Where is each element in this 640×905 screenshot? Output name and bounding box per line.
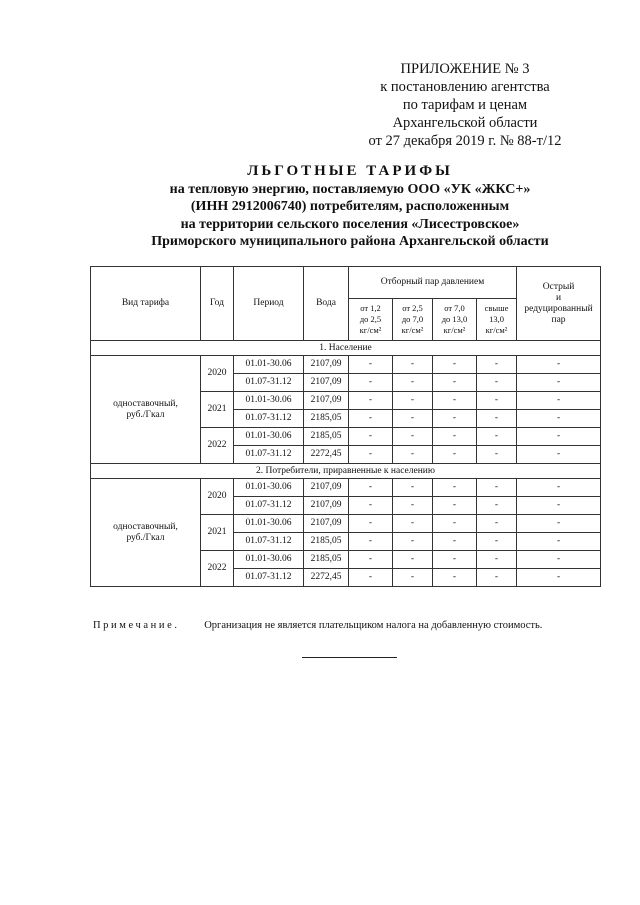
steam-cell: -	[349, 392, 393, 410]
header-steam-4-line: кг/см²	[485, 325, 508, 335]
header-sharp-steam	[517, 267, 601, 341]
signature-line	[302, 657, 397, 658]
steam-cell: -	[349, 356, 393, 374]
header-steam-1	[349, 299, 393, 341]
header-steam-2-line: до 7,0	[401, 314, 424, 324]
steam-cell: -	[393, 479, 433, 497]
steam-cell: -	[433, 410, 477, 428]
sharp-steam-cell: -	[517, 533, 601, 551]
sharp-steam-cell: -	[517, 569, 601, 587]
water-cell: 2107,09	[304, 497, 349, 515]
steam-cell: -	[477, 356, 517, 374]
header-sharp-line: пар	[551, 314, 566, 325]
tariff-type-cell	[91, 479, 201, 587]
period-cell: 01.07-31.12	[234, 497, 304, 515]
table-row	[91, 356, 601, 374]
steam-cell: -	[393, 497, 433, 515]
note-label: Примечание.	[93, 620, 180, 631]
header-steam-3-line: от 7,0	[444, 303, 465, 313]
steam-cell: -	[433, 446, 477, 464]
tariff-type-line: одноставочный,	[113, 398, 178, 409]
tariff-type-line: одноставочный,	[113, 521, 178, 532]
title-line: на территории сельского поселения «Лисестровское»	[180, 216, 520, 232]
period-cell: 01.01-30.06	[234, 356, 304, 374]
period-cell: 01.01-30.06	[234, 428, 304, 446]
note-text: Организация не является плательщиком налога на добавленную стоимость.	[204, 620, 543, 631]
table-body	[91, 341, 601, 587]
appendix-line: Архангельской области	[392, 115, 538, 131]
tariff-table	[90, 266, 601, 587]
sharp-steam-cell: -	[517, 497, 601, 515]
header-steam-2-line: кг/см²	[401, 325, 424, 335]
period-cell: 01.07-31.12	[234, 569, 304, 587]
header-steam-1-line: от 1,2	[360, 303, 381, 313]
section-title: 1. Население	[91, 341, 601, 356]
sharp-steam-cell: -	[517, 479, 601, 497]
title-line: на тепловую энергию, поставляемую ООО «УК «ЖКС+»	[169, 181, 531, 197]
tariff-type-line: руб./Гкал	[126, 409, 165, 420]
steam-cell: -	[393, 410, 433, 428]
header-steam-4-line: свыше	[484, 303, 509, 313]
steam-cell: -	[433, 479, 477, 497]
header-steam-4-line: 13,0	[489, 314, 504, 324]
steam-cell: -	[393, 533, 433, 551]
title-line: (ИНН 2912006740) потребителям, расположенным	[190, 199, 510, 214]
steam-cell: -	[349, 551, 393, 569]
section-row	[91, 341, 601, 356]
steam-cell: -	[393, 392, 433, 410]
steam-cell: -	[349, 410, 393, 428]
period-cell: 01.01-30.06	[234, 515, 304, 533]
appendix-line: по тарифам и ценам	[402, 97, 528, 113]
sharp-steam-cell: -	[517, 446, 601, 464]
water-cell: 2272,45	[304, 446, 349, 464]
water-cell: 2185,05	[304, 428, 349, 446]
header-steam: Отборный пар давлением	[349, 267, 517, 299]
steam-cell: -	[349, 515, 393, 533]
steam-cell: -	[433, 374, 477, 392]
steam-cell: -	[393, 374, 433, 392]
water-cell: 2107,09	[304, 479, 349, 497]
water-cell: 2107,09	[304, 515, 349, 533]
steam-cell: -	[433, 392, 477, 410]
steam-cell: -	[433, 515, 477, 533]
header-sharp-line: и	[555, 292, 562, 303]
steam-cell: -	[477, 497, 517, 515]
header-steam-1-line: кг/см²	[359, 325, 382, 335]
steam-cell: -	[433, 551, 477, 569]
period-cell: 01.07-31.12	[234, 533, 304, 551]
steam-cell: -	[477, 533, 517, 551]
steam-cell: -	[477, 392, 517, 410]
water-cell: 2107,09	[304, 392, 349, 410]
steam-cell: -	[349, 428, 393, 446]
year-cell: 2022	[201, 551, 234, 587]
year-cell: 2021	[201, 515, 234, 551]
period-cell: 01.01-30.06	[234, 392, 304, 410]
steam-cell: -	[477, 374, 517, 392]
period-cell: 01.01-30.06	[234, 551, 304, 569]
steam-cell: -	[433, 497, 477, 515]
appendix-line: к постановлению агентства	[380, 79, 550, 95]
steam-cell: -	[393, 569, 433, 587]
section-row	[91, 464, 601, 479]
steam-cell: -	[477, 569, 517, 587]
steam-cell: -	[477, 515, 517, 533]
header-steam-3-line: до 13,0	[441, 314, 468, 324]
period-cell: 01.07-31.12	[234, 446, 304, 464]
tariff-type-cell	[91, 356, 201, 464]
header-tariff-type: Вид тарифа	[91, 267, 201, 341]
water-cell: 2107,09	[304, 356, 349, 374]
header-steam-3	[433, 299, 477, 341]
table-row	[91, 479, 601, 497]
appendix-line: от 27 декабря 2019 г. № 88-т/12	[368, 133, 562, 149]
steam-cell: -	[477, 551, 517, 569]
sharp-steam-cell: -	[517, 410, 601, 428]
section-title: 2. Потребители, приравненные к населению	[91, 464, 601, 479]
header-steam-1-line: до 2,5	[359, 314, 382, 324]
steam-cell: -	[393, 515, 433, 533]
steam-cell: -	[349, 446, 393, 464]
sharp-steam-cell: -	[517, 356, 601, 374]
sharp-steam-cell: -	[517, 515, 601, 533]
steam-cell: -	[393, 446, 433, 464]
header-steam-3-line: кг/см²	[443, 325, 466, 335]
tariff-type-line: руб./Гкал	[126, 532, 165, 543]
steam-cell: -	[477, 446, 517, 464]
header-period: Период	[234, 267, 304, 341]
document-title	[60, 163, 640, 251]
steam-cell: -	[393, 428, 433, 446]
steam-cell: -	[349, 479, 393, 497]
header-year: Год	[201, 267, 234, 341]
sharp-steam-cell: -	[517, 428, 601, 446]
steam-cell: -	[349, 569, 393, 587]
steam-cell: -	[433, 428, 477, 446]
title-main: ЛЬГОТНЫЕ ТАРИФЫ	[247, 163, 453, 179]
sharp-steam-cell: -	[517, 374, 601, 392]
sharp-steam-cell: -	[517, 392, 601, 410]
appendix-line: ПРИЛОЖЕНИЕ № 3	[400, 61, 530, 77]
year-cell: 2021	[201, 392, 234, 428]
appendix-block	[345, 60, 585, 150]
water-cell: 2185,05	[304, 410, 349, 428]
steam-cell: -	[477, 410, 517, 428]
header-sharp-line: Острый	[542, 281, 575, 292]
water-cell: 2185,05	[304, 551, 349, 569]
steam-cell: -	[477, 428, 517, 446]
year-cell: 2020	[201, 356, 234, 392]
steam-cell: -	[433, 533, 477, 551]
title-line: Приморского муниципального района Архангельской области	[151, 234, 549, 249]
year-cell: 2022	[201, 428, 234, 464]
steam-cell: -	[433, 356, 477, 374]
header-sharp-line: редуцированный	[524, 303, 593, 314]
steam-cell: -	[433, 569, 477, 587]
period-cell: 01.07-31.12	[234, 410, 304, 428]
steam-cell: -	[349, 533, 393, 551]
header-steam-4	[477, 299, 517, 341]
header-steam-2-line: от 2,5	[402, 303, 423, 313]
steam-cell: -	[393, 551, 433, 569]
water-cell: 2272,45	[304, 569, 349, 587]
water-cell: 2185,05	[304, 533, 349, 551]
period-cell: 01.07-31.12	[234, 374, 304, 392]
header-water: Вода	[304, 267, 349, 341]
steam-cell: -	[349, 374, 393, 392]
sharp-steam-cell: -	[517, 551, 601, 569]
year-cell: 2020	[201, 479, 234, 515]
note	[93, 620, 542, 631]
steam-cell: -	[349, 497, 393, 515]
water-cell: 2107,09	[304, 374, 349, 392]
period-cell: 01.01-30.06	[234, 479, 304, 497]
steam-cell: -	[393, 356, 433, 374]
steam-cell: -	[477, 479, 517, 497]
header-steam-2	[393, 299, 433, 341]
